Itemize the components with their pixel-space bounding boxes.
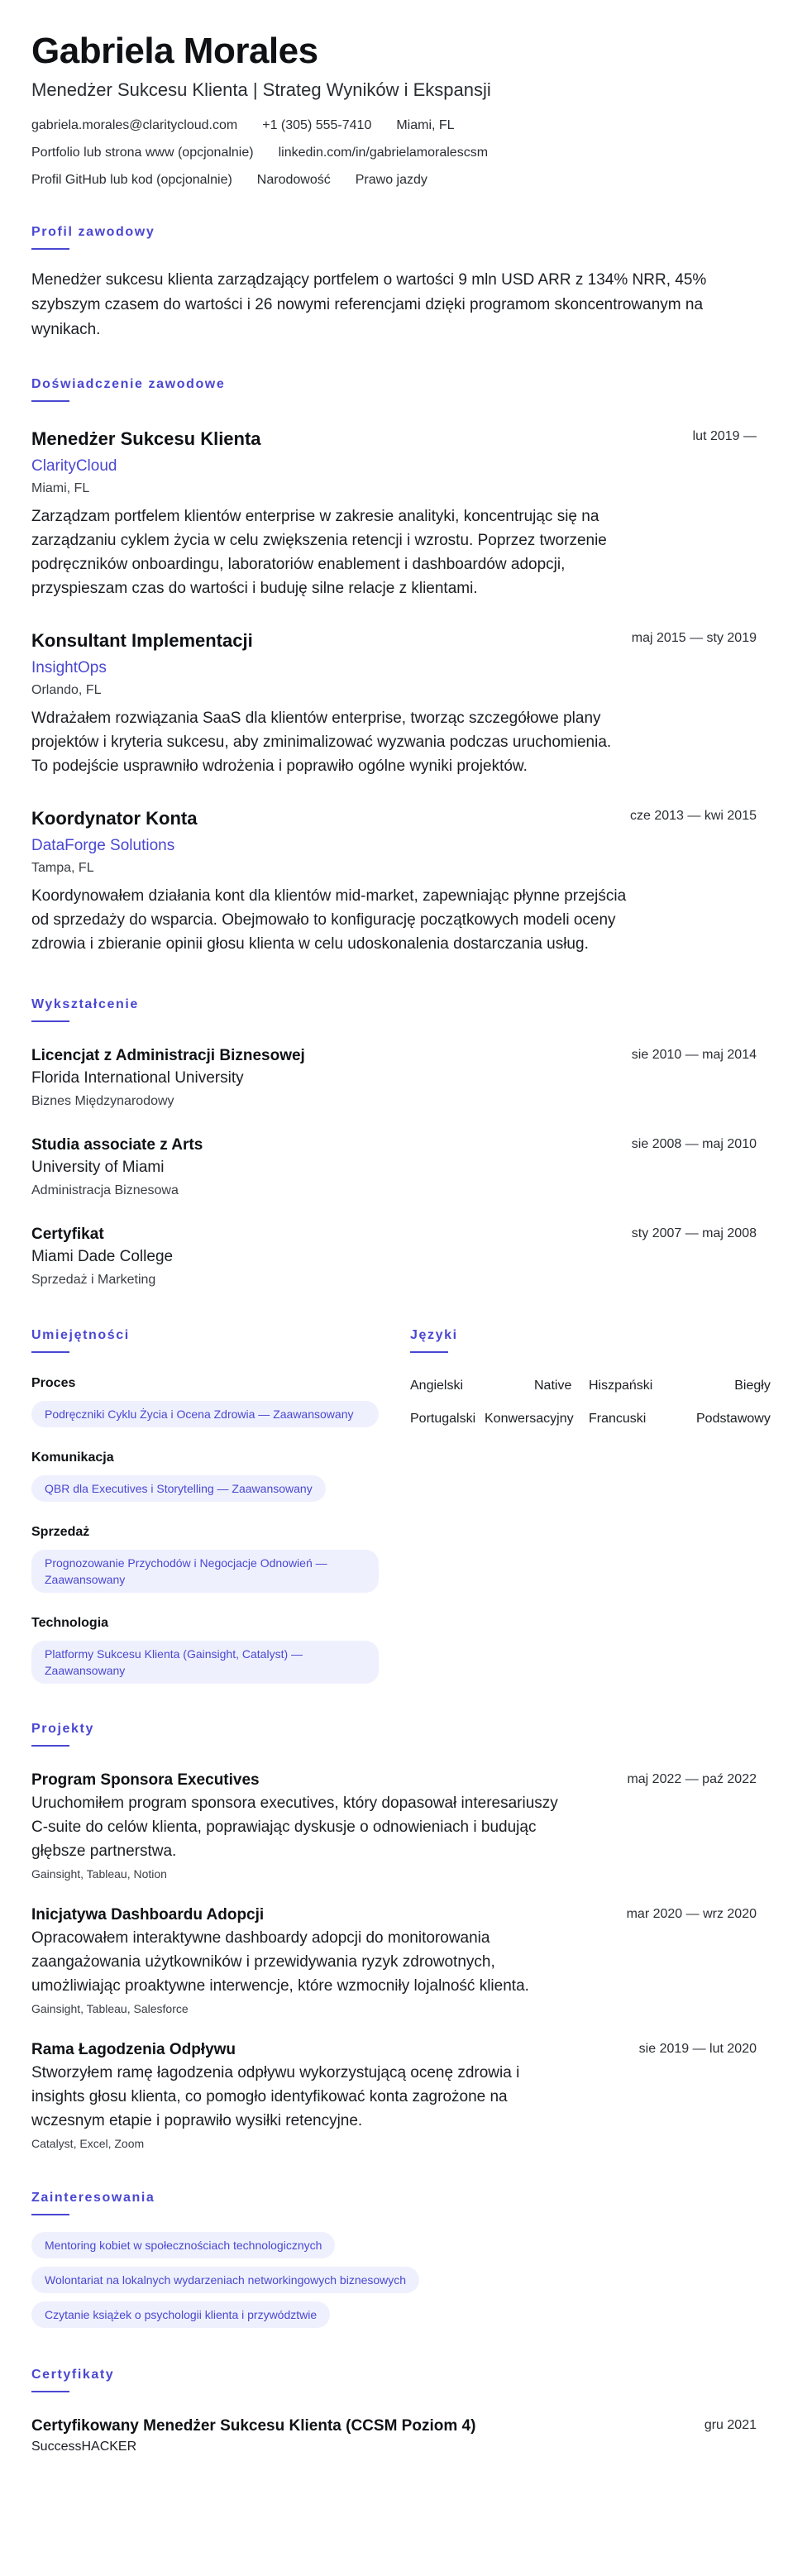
- contact-linkedin[interactable]: linkedin.com/in/gabrielamoralescsm: [278, 146, 489, 160]
- contact-info: [31, 116, 757, 190]
- language-name: Portugalski: [410, 1412, 476, 1426]
- education-field: Sprzedaż i Marketing: [31, 1273, 156, 1287]
- job-date: maj 2015 — sty 2019: [631, 631, 757, 645]
- education-degree: Licencjat z Administracji Biznesowej: [31, 1047, 305, 1064]
- education-field: Administracja Biznesowa: [31, 1183, 179, 1197]
- language-level: Konwersacyjny: [485, 1412, 574, 1426]
- project-tech: Gainsight, Tableau, Salesforce: [31, 2002, 189, 2015]
- skills-languages-section: [31, 1326, 771, 1684]
- job-description: Zarządzam portfelem klientów enterprise w zakresie analityki, koncentrując się na zarządzaniu cyklem życia w celu zwiększenia retencji i wzrostu. Poprzez tworzenie podręczników onboardingu, laboratoriów enablement i dashboardów adopcji, przyspieszam czas do wartości i buduję silne relacje z klientami.: [31, 508, 607, 597]
- contact-phone[interactable]: +1 (305) 555-7410: [262, 118, 372, 132]
- project-title: Rama Łagodzenia Odpływu: [31, 2041, 236, 2058]
- skill-category: Technologia: [31, 1616, 109, 1630]
- job-description: Koordynowałem działania kont dla klientów mid-market, zapewniając płynne przejścia od sprzedaży do wsparcia. Obejmowało to konfigurację początkowych modeli oceny zdrowia i zbieranie opinii głosu klienta w celu udoskonalenia dostarczania usług.: [31, 887, 627, 953]
- language-name: Angielski: [410, 1379, 464, 1393]
- project-entry: [31, 1905, 757, 2018]
- section-title-languages: Języki: [410, 1328, 458, 1342]
- section-divider: [410, 1351, 448, 1353]
- interests-list: [31, 2232, 757, 2336]
- job-company: InsightOps: [31, 659, 107, 676]
- project-title: Inicjatywa Dashboardu Adopcji: [31, 1906, 265, 1924]
- languages-column: [410, 1326, 771, 1684]
- education-date: sie 2010 — maj 2014: [631, 1048, 757, 1062]
- resume-header: [31, 30, 757, 190]
- skill-category: Komunikacja: [31, 1450, 114, 1465]
- job-location: Orlando, FL: [31, 683, 102, 697]
- contact-github[interactable]: Profil GitHub lub kod (opcjonalnie): [31, 173, 232, 187]
- section-title-certifications: Certyfikaty: [31, 2368, 115, 2382]
- section-divider: [31, 1745, 69, 1747]
- contact-location: Miami, FL: [396, 118, 455, 132]
- education-date: sie 2008 — maj 2010: [631, 1137, 757, 1151]
- job-location: Tampa, FL: [31, 861, 94, 875]
- section-divider: [31, 400, 69, 402]
- skill-tag: Podręczniki Cyklu Życia i Ocena Zdrowia — Zaawansowany: [31, 1401, 379, 1427]
- education-school: Florida International University: [31, 1069, 244, 1087]
- job-company: ClarityCloud: [31, 457, 117, 475]
- section-divider: [31, 248, 69, 250]
- job-date: lut 2019 —: [692, 429, 757, 443]
- section-divider: [31, 1351, 69, 1353]
- section-title-skills: Umiejętności: [31, 1328, 130, 1342]
- job-title: Menedżer Sukcesu Klienta: [31, 428, 261, 449]
- project-tech: Gainsight, Tableau, Notion: [31, 1867, 167, 1881]
- section-title-education: Wykształcenie: [31, 997, 139, 1011]
- profile-summary: Menedżer sukcesu klienta zarządzający portfelem o wartości 9 mln USD ARR z 134% NRR, 45% szybszym czasem do wartości i 26 nowymi referencjami dzięki programom skoncentrowanym na wynikach.: [31, 271, 707, 338]
- contact-license: Prawo jazdy: [355, 173, 427, 187]
- certification-title: Certyfikowany Menedżer Sukcesu Klienta (CCSM Poziom 4): [31, 2417, 476, 2435]
- language-level: Biegły: [734, 1379, 771, 1393]
- contact-nationality: Narodowość: [256, 173, 331, 187]
- contact-email[interactable]: gabriela.morales@claritycloud.com: [31, 118, 238, 132]
- certifications-section: [31, 2366, 757, 2457]
- education-degree: Studia associate z Arts: [31, 1136, 203, 1154]
- language-row: [410, 1376, 771, 1396]
- education-degree: Certyfikat: [31, 1226, 104, 1243]
- language-row: [410, 1409, 771, 1429]
- skill-tag: Platformy Sukcesu Klienta (Gainsight, Catalyst) — Zaawansowany: [31, 1641, 379, 1684]
- skills-column: [31, 1326, 379, 1684]
- skill-tag: Prognozowanie Przychodów i Negocjacje Odnowień — Zaawansowany: [31, 1550, 379, 1593]
- language-name: Francuski: [589, 1412, 647, 1426]
- job-location: Miami, FL: [31, 481, 90, 495]
- project-title: Program Sponsora Executives: [31, 1771, 260, 1789]
- education-entry: [31, 1224, 757, 1290]
- job-entry: [31, 628, 757, 778]
- education-school: Miami Dade College: [31, 1248, 174, 1265]
- skill-category: Sprzedaż: [31, 1525, 90, 1539]
- project-date: mar 2020 — wrz 2020: [626, 1907, 757, 1921]
- candidate-name: Gabriela Morales: [31, 31, 318, 71]
- candidate-headline: Menedżer Sukcesu Klienta | Strateg Wyników i Ekspansji: [31, 79, 491, 100]
- job-description: Wdrażałem rozwiązania SaaS dla klientów enterprise, tworząc szczegółowe plany projektów i kryteria sukcesu, aby zminimalizować wyzwania podczas uruchomienia. To podejście usprawniło wdrożenia i poprawiło ogólne wyniki projektów.: [31, 710, 612, 775]
- section-divider: [31, 1020, 69, 1022]
- section-title-interests: Zainteresowania: [31, 2191, 155, 2205]
- project-description: Uruchomiłem program sponsora executives, który dopasował interesariuszy C-suite do celów klienta, poprawiając dyskusje o odnowieniach i budując głębsze partnerstwa.: [31, 1795, 558, 1860]
- section-title-profile: Profil zawodowy: [31, 225, 155, 239]
- project-entry: [31, 2039, 757, 2153]
- experience-section: [31, 375, 757, 956]
- project-description: Stworzyłem ramę łagodzenia odpływu wykorzystującą ocenę zdrowia i insights głosu klienta, co pomogło identyfikować konta zagrożone na wczesnym etapie i poprawiło wysiłki retencyjne.: [31, 2064, 520, 2129]
- project-date: sie 2019 — lut 2020: [638, 2042, 757, 2056]
- language-level: Native: [534, 1379, 572, 1393]
- interests-section: [31, 2189, 757, 2336]
- job-entry: [31, 427, 757, 600]
- certification-date: gru 2021: [704, 2418, 757, 2432]
- contact-website[interactable]: Portfolio lub strona www (opcjonalnie): [31, 146, 254, 160]
- job-title: Koordynator Konta: [31, 808, 198, 829]
- education-field: Biznes Międzynarodowy: [31, 1094, 174, 1108]
- section-title-experience: Doświadczenie zawodowe: [31, 377, 226, 391]
- profile-section: [31, 223, 757, 342]
- skill-tag: QBR dla Executives i Storytelling — Zaawansowany: [31, 1475, 326, 1502]
- projects-section: [31, 1720, 757, 2153]
- interest-tag: Mentoring kobiet w społecznościach technologicznych: [31, 2232, 335, 2258]
- education-entry: [31, 1135, 757, 1201]
- job-company: DataForge Solutions: [31, 837, 175, 854]
- section-divider: [31, 2214, 69, 2215]
- education-school: University of Miami: [31, 1159, 165, 1176]
- skill-category: Proces: [31, 1376, 76, 1390]
- language-level: Podstawowy: [696, 1412, 771, 1426]
- certification-issuer: SuccessHACKER: [31, 2440, 137, 2454]
- education-date: sty 2007 — maj 2008: [631, 1226, 757, 1240]
- language-name: Hiszpański: [589, 1379, 653, 1393]
- project-date: maj 2022 — paź 2022: [627, 1772, 757, 1786]
- project-entry: [31, 1770, 757, 1883]
- project-description: Opracowałem interaktywne dashboardy adopcji do monitorowania zaangażowania użytkowników i przewidywania ryzyk zdrowotnych, umożliwiając proaktywne interwencje, które wzmocniły lojalność klienta.: [31, 1929, 529, 1995]
- project-tech: Catalyst, Excel, Zoom: [31, 2137, 145, 2150]
- job-entry: [31, 806, 757, 956]
- job-title: Konsultant Implementacji: [31, 630, 253, 651]
- education-section: [31, 996, 757, 1290]
- certification-entry: [31, 2416, 757, 2457]
- interest-tag: Czytanie książek o psychologii klienta i przywództwie: [31, 2301, 330, 2328]
- education-entry: [31, 1045, 757, 1111]
- interest-tag: Wolontariat na lokalnych wydarzeniach networkingowych biznesowych: [31, 2267, 419, 2293]
- section-divider: [31, 2391, 69, 2392]
- job-date: cze 2013 — kwi 2015: [630, 809, 757, 823]
- section-title-projects: Projekty: [31, 1722, 94, 1736]
